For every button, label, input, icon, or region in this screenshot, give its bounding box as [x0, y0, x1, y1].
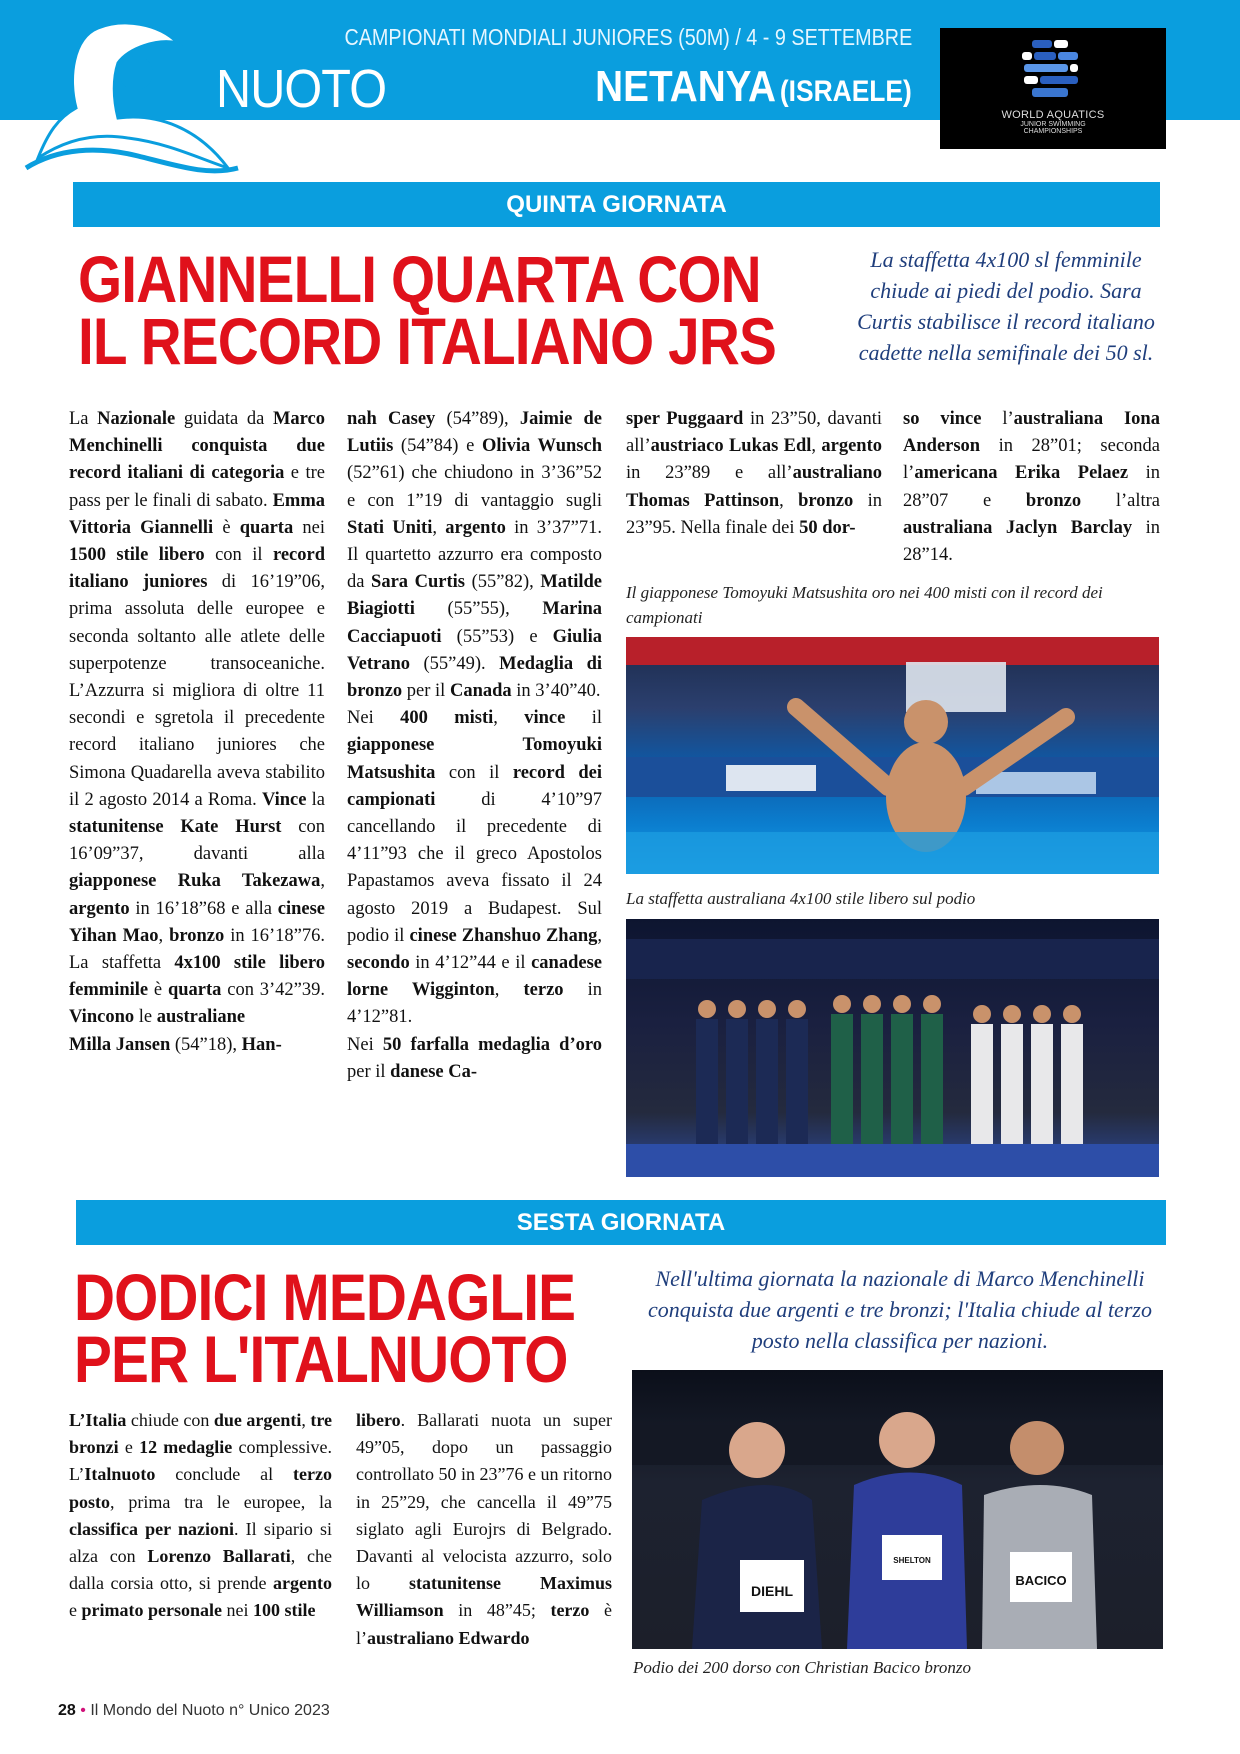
bold-text: bronzo — [1025, 490, 1082, 511]
text: in 23”89 e all’ — [626, 463, 793, 484]
bold-text: Matilde Biagiotti — [347, 572, 602, 620]
headline-line: PER L'ITALNUOTO — [74, 1322, 568, 1396]
photo-caption: La staffetta australiana 4x100 stile libero sul podio — [626, 889, 976, 908]
text: . Il sipario si alza con — [69, 1518, 332, 1567]
bold-text: Marina Cacciapuoti — [347, 599, 602, 647]
bold-text: austriaco Lukas Edl — [650, 436, 812, 457]
bold-text: 1500 stile libero — [69, 545, 205, 566]
text: , — [320, 871, 325, 892]
text: è — [148, 980, 168, 1001]
text: conclude al — [155, 1464, 294, 1485]
text: . Ballarati nuota un super 49”05, dopo un passaggio controllato 50 in 23”76 e un ritorno in 25”29, che cancella il 49”75 siglato agli Eurojrs di Belgrado. Davanti al velocista azzurro, solo lo — [356, 1410, 612, 1594]
bold-text: sper Puggaard — [626, 409, 744, 429]
article-column — [69, 1407, 332, 1625]
bold-text: nah Casey — [347, 409, 436, 429]
bold-text: 400 misti — [400, 708, 494, 729]
aquatics-bars-icon — [1018, 38, 1088, 102]
bold-text: australiane — [156, 1007, 246, 1028]
headline-line: DODICI MEDAGLIE — [74, 1260, 576, 1334]
city: NETANYA — [595, 62, 777, 111]
paragraph — [69, 1407, 332, 1625]
day6-deck: Nell'ultima giornata la nazionale di Marco Menchinelli conquista due argenti e tre bronzi; l'Italia chiude al terzo posto nella classifica per nazioni. — [648, 1266, 1152, 1353]
bold-text: primato personale — [81, 1600, 222, 1621]
page-footer — [58, 1702, 330, 1720]
text: e tre pass per le finali di sabato. — [69, 463, 325, 511]
world-aquatics-logo — [940, 28, 1166, 149]
text: in 3’40”40. — [511, 681, 601, 702]
text: (55”53) e — [441, 626, 553, 647]
paragraph — [347, 705, 602, 1031]
text: le — [134, 1007, 157, 1028]
text: , — [811, 436, 822, 457]
text: la — [306, 789, 325, 810]
logo-subtext: JUNIOR SWIMMING — [1020, 121, 1086, 128]
bold-text: libero — [356, 1410, 401, 1430]
bold-text: bronzo — [169, 925, 225, 946]
bold-text: statunitense Maximus Williamson — [356, 1573, 612, 1621]
country: (ISRAELE) — [780, 75, 912, 108]
bold-text: secondo — [347, 953, 410, 974]
bold-text: americana Erika Pelaez — [914, 463, 1129, 484]
paragraph — [69, 1032, 325, 1059]
article-column — [903, 406, 1160, 569]
text: , — [597, 925, 603, 946]
day6-headline — [74, 1260, 576, 1396]
text: l’ — [981, 409, 1014, 429]
bold-text: tre bronzi — [69, 1410, 333, 1458]
text: (54”84) e — [393, 436, 482, 457]
bold-text: Emma Vittoria Giannelli — [69, 490, 325, 538]
headline-line: IL RECORD ITALIANO JRS — [78, 304, 776, 378]
bold-text: cinese Zhanshuo Zhang — [409, 925, 598, 946]
bold-text: Olivia Wunsch — [481, 436, 602, 457]
logo-subtext: CHAMPIONSHIPS — [1023, 128, 1083, 135]
bold-text: australiano Edwardo — [367, 1627, 530, 1648]
article-column — [69, 406, 325, 1059]
text: , che dalla corsia otto, si prende — [69, 1546, 332, 1594]
text: in 48”45; — [443, 1600, 551, 1621]
bib-bacico: BACICO — [1015, 1573, 1067, 1588]
text: per il — [402, 681, 450, 702]
text: in 4’12”81. — [347, 980, 602, 1028]
photo-200-backstroke-podium — [632, 1370, 1163, 1649]
text: il — [565, 708, 603, 729]
text: chiude con — [126, 1410, 214, 1430]
text: in 16’18”68 e alla — [129, 898, 278, 919]
bold-text: Lorenzo Ballarati — [147, 1546, 291, 1567]
text: l’altra — [1081, 490, 1160, 511]
text: in 23”95. Nella finale dei — [626, 490, 882, 538]
bold-text: L’Italia — [69, 1410, 127, 1430]
article-column — [626, 406, 882, 542]
paragraph — [347, 1032, 602, 1086]
bold-text: Canada — [449, 681, 512, 702]
paragraph — [903, 406, 1160, 569]
headline-line: GIANNELLI QUARTA CON — [78, 242, 761, 316]
publication-name: Il Mondo del Nuoto n° Unico 2023 — [90, 1702, 330, 1719]
photo-caption: Il giapponese Tomoyuki Matsushita oro nei 400 misti con il record dei campionati — [626, 583, 1103, 627]
bold-text: danese Ca- — [390, 1061, 478, 1082]
bold-text: Han- — [241, 1034, 282, 1055]
bold-text: Sara Curtis — [371, 572, 465, 593]
bold-text: australiana Iona Anderson — [903, 409, 1160, 457]
bold-text: Giulia Vetrano — [347, 626, 602, 674]
photo-relay-podium — [626, 919, 1159, 1177]
bold-text: Vincono — [69, 1007, 135, 1028]
text: , — [432, 517, 446, 538]
paragraph — [347, 406, 602, 705]
bold-text: Nazionale — [97, 409, 176, 429]
text: con 16’09”37, davanti alla — [69, 817, 325, 865]
bold-text: statunitense Kate Hurst — [69, 817, 282, 838]
text: è l’ — [356, 1600, 612, 1648]
text: con il — [204, 545, 273, 566]
text: nei — [293, 517, 326, 538]
text: , prima tra le europee, la — [110, 1491, 332, 1512]
bold-text: quarta — [239, 517, 294, 538]
text: in 4’12”44 e il — [409, 953, 532, 974]
paragraph — [69, 406, 325, 1032]
bold-text: australiana Jaclyn Barclay — [903, 517, 1133, 538]
text: con il — [435, 762, 513, 783]
bold-text: Vince — [261, 789, 307, 810]
day5-banner: QUINTA GIORNATA — [73, 182, 1160, 227]
bold-text: quarta — [167, 980, 222, 1001]
bold-text: argento — [445, 517, 506, 538]
paragraph — [356, 1407, 612, 1652]
day5-deck: La staffetta 4x100 sl femminile chiude ai piedi del podio. Sara Curtis stabilisce il record italiano cadette nella semifinale dei 50 sl. — [857, 247, 1155, 365]
text: di 4’10”97 cancellando il precedente di 4’11”93 che il greco Apostolos Papastamos aveva fissato il 24 agosto 2019 a Budapest. Sul podio il — [347, 789, 602, 946]
separator-dot: • — [80, 1702, 86, 1719]
photo-caption: Podio dei 200 dorso con Christian Bacico bronzo — [633, 1658, 971, 1677]
bold-text: Milla Jansen — [69, 1034, 171, 1055]
text: La — [69, 409, 98, 429]
text: (54”89), — [435, 409, 520, 429]
text: in 3’37”71. Il quartetto azzurro era composto da — [347, 517, 603, 593]
bold-text: 4x100 stile libero femminile — [69, 953, 325, 1001]
text: (52”61) che chiudono in 3’36”52 e con 1”19 di vantaggio sugli — [347, 463, 602, 511]
day5-headline — [78, 242, 776, 378]
bold-text: Stati Uniti — [347, 517, 433, 538]
article-column — [347, 406, 602, 1086]
day6-banner: SESTA GIORNATA — [76, 1200, 1166, 1245]
text: guidata da — [175, 409, 273, 429]
bold-text: giapponese Ruka Takezawa — [69, 871, 321, 892]
text: in 28”07 e — [903, 463, 1161, 511]
text: e — [118, 1437, 140, 1458]
section-title: NUOTO — [216, 59, 387, 119]
text: in 16’18”76. La staffetta — [69, 925, 326, 974]
text: Nei — [347, 708, 401, 729]
bold-text: argento — [273, 1573, 332, 1594]
bold-text: terzo — [550, 1600, 590, 1621]
bold-text: due argenti — [213, 1410, 302, 1430]
bold-text: 50 farfalla medaglia d’oro — [382, 1034, 602, 1055]
bold-text: bronzo — [798, 490, 854, 511]
text: in 28”14. — [903, 517, 1161, 566]
bold-text: vince — [524, 708, 566, 729]
bold-text: terzo posto — [69, 1464, 332, 1512]
text: (54”18), — [170, 1034, 242, 1055]
text: e — [69, 1600, 82, 1621]
text: (55”49). — [410, 653, 500, 674]
article-column — [356, 1407, 612, 1652]
page-number: 28 — [58, 1702, 76, 1719]
text: è — [213, 517, 240, 538]
event-title: CAMPIONATI MONDIALI JUNIORES (50M) / 4 - 9 SETTEMBRE — [344, 24, 912, 50]
text: , — [494, 980, 524, 1001]
text: per il — [347, 1061, 391, 1082]
text: Nei — [347, 1034, 383, 1055]
bold-text: terzo — [523, 980, 564, 1001]
bib-diehl: DIEHL — [751, 1583, 793, 1599]
text: con 3’42”39. — [221, 980, 325, 1001]
bold-text: 12 medaglie — [139, 1437, 233, 1458]
bold-text: Marco Menchinelli conquista due record italiani di categoria — [69, 409, 325, 484]
logo-text: WORLD AQUATICS — [1001, 109, 1105, 121]
text: in 23”50, davanti all’ — [626, 409, 882, 457]
text: (55”82), — [465, 572, 541, 593]
bold-text: cinese Yihan Mao — [69, 898, 325, 946]
text: di 16’19”06, prima assoluta delle europee e seconda soltanto alle atlete delle superpotenze transoceaniche. L’Azzurra si migliora di oltre 11 secondi e sgretola il precedente record italiano juniores che Simona Quadarella aveva stabilito il 2 agosto 2014 a Roma. — [69, 572, 325, 810]
bold-text: Italnuoto — [84, 1464, 156, 1485]
paragraph — [626, 406, 882, 542]
bold-text: 50 dor- — [799, 517, 856, 538]
bold-text: canadese lorne Wigginton — [347, 953, 602, 1001]
text: complessive. L’ — [69, 1437, 332, 1485]
bold-text: australiano Thomas Pattinson — [626, 463, 882, 511]
bold-text: Jaimie de Lutiis — [347, 409, 602, 457]
event-location — [595, 62, 912, 112]
bold-text: record italiano juniores — [69, 545, 325, 593]
text: nei — [221, 1600, 253, 1621]
text: , — [301, 1410, 311, 1430]
text: , — [493, 708, 525, 729]
bold-text: argento — [69, 898, 130, 919]
text: , — [158, 925, 170, 946]
bold-text: 100 stile — [252, 1600, 316, 1621]
bold-text: classifica per nazioni — [69, 1518, 234, 1539]
text: (55”55), — [414, 599, 543, 620]
text: in 28”01; seconda l’ — [903, 436, 1160, 484]
text: , — [779, 490, 799, 511]
bold-text: Medaglia di bronzo — [347, 653, 602, 702]
swimmer-logo-icon — [18, 18, 248, 178]
bold-text: record dei campionati — [347, 762, 602, 810]
photo-matsushita — [626, 637, 1159, 874]
bold-text: argento — [821, 436, 882, 457]
bold-text: giapponese Tomoyuki Matsushita — [347, 735, 602, 783]
bold-text: so vince — [903, 409, 982, 429]
bib-shelton: SHELTON — [893, 1556, 931, 1565]
